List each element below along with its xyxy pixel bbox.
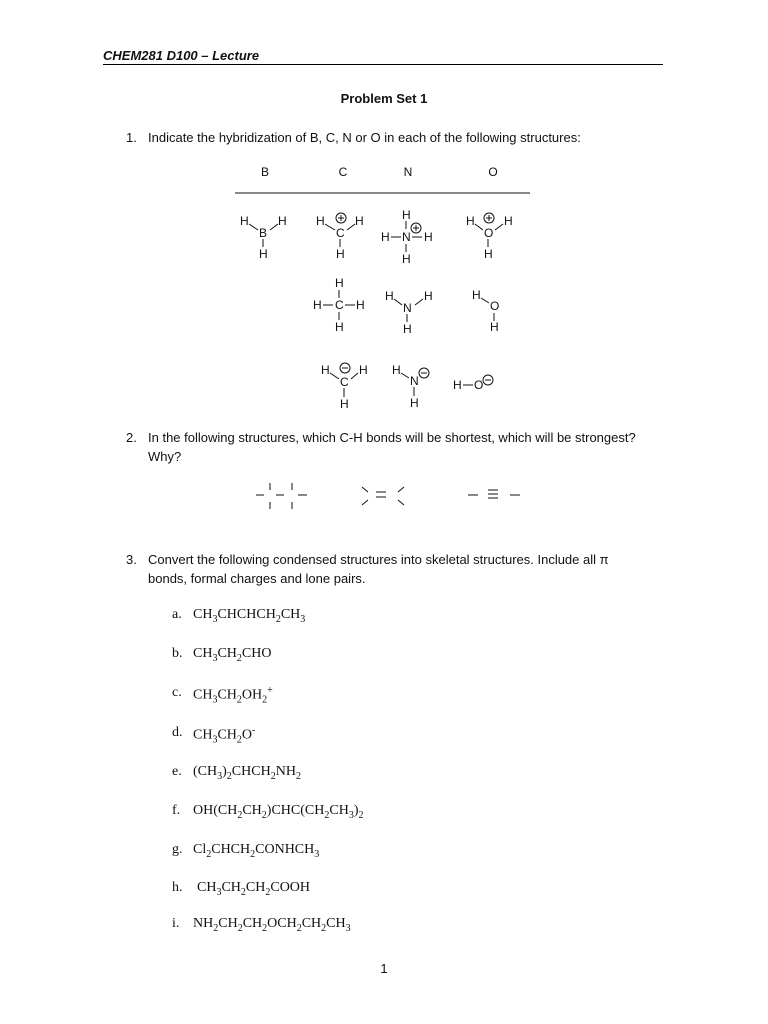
svg-text:H: H <box>340 397 349 411</box>
svg-text:H: H <box>335 320 344 334</box>
sub-question-letter: i. <box>172 916 180 931</box>
svg-text:H: H <box>356 298 365 312</box>
svg-text:H: H <box>359 363 368 377</box>
question-text: Indicate the hybridization of B, C, N or O in each of the following structures: <box>148 130 581 145</box>
structure-ch3-anion <box>321 363 368 411</box>
column-heading-o: O <box>488 165 498 179</box>
svg-text:H: H <box>402 208 411 222</box>
svg-text:H: H <box>472 288 481 302</box>
svg-text:N: N <box>403 301 412 315</box>
running-header: CHEM281 D100 – Lecture <box>103 48 663 65</box>
structure-ethane-skeletal <box>256 483 307 509</box>
svg-text:H: H <box>504 214 513 228</box>
structure-ch4 <box>313 276 365 334</box>
svg-text:B: B <box>259 226 268 240</box>
condensed-formula: $CH_3CH_2O^-$ <box>193 725 256 746</box>
column-heading-c: C <box>338 165 348 179</box>
sub-question-letter: h. <box>172 880 183 895</box>
question-number: 2. <box>126 430 137 445</box>
svg-text:H: H <box>321 363 330 377</box>
question-number: 1. <box>126 130 137 145</box>
structure-nh4-cation <box>381 208 433 266</box>
sub-question-letter: f. <box>172 803 181 818</box>
svg-text:H: H <box>410 396 419 410</box>
structure-nh2-anion <box>392 363 429 410</box>
svg-text:H: H <box>490 320 499 334</box>
svg-text:C: C <box>335 298 344 312</box>
svg-text:H: H <box>316 214 325 228</box>
condensed-formula: $CH_3CH_2CHO$ <box>193 646 272 664</box>
structure-nh3 <box>385 289 433 336</box>
svg-text:O: O <box>490 299 500 313</box>
svg-text:H: H <box>392 363 401 377</box>
structure-ethene-skeletal <box>362 487 404 505</box>
sub-question-letter: e. <box>172 764 182 779</box>
question-text: Convert the following condensed structures into skeletal structures. Include all π bonds, formal charges and lone pairs. <box>148 552 609 586</box>
page-title: Problem Set 1 <box>340 91 428 106</box>
svg-text:O: O <box>474 378 484 392</box>
svg-text:H: H <box>424 230 433 244</box>
svg-text:N: N <box>402 230 411 244</box>
sub-question-letter: b. <box>172 646 183 661</box>
condensed-formula: $CH_3CH_2CH_2COOH$ <box>197 880 311 898</box>
svg-text:H: H <box>403 322 412 336</box>
svg-text:C: C <box>336 226 345 240</box>
condensed-formula: $CH_3CHCHCH_2CH_3$ <box>193 607 306 625</box>
sub-question-letter: c. <box>172 685 182 700</box>
svg-text:H: H <box>385 289 394 303</box>
svg-text:H: H <box>240 214 249 228</box>
condensed-formula: $(CH_3)_2CHCH_2NH_2$ <box>193 764 301 782</box>
svg-text:H: H <box>402 252 411 266</box>
sub-question-letter: a. <box>172 607 182 622</box>
structure-ethyne-skeletal <box>468 490 520 498</box>
structure-hydroxide <box>453 375 493 392</box>
structure-h3o-cation <box>466 213 513 261</box>
condensed-formula: $CH_3CH_2OH_2^+$ <box>193 685 273 706</box>
svg-text:H: H <box>336 247 345 261</box>
sub-question-letter: d. <box>172 725 183 740</box>
svg-text:N: N <box>410 374 419 388</box>
condensed-formula: $Cl_2CHCH_2CONHCH_3$ <box>193 842 320 860</box>
structure-bh3 <box>240 214 287 261</box>
svg-text:H: H <box>424 289 433 303</box>
svg-text:H: H <box>453 378 462 392</box>
svg-text:H: H <box>355 214 364 228</box>
svg-text:H: H <box>484 247 493 261</box>
structure-ch3-cation <box>316 213 364 261</box>
condensed-formula: $NH_2CH_2CH_2OCH_2CH_2CH_3$ <box>193 916 351 934</box>
svg-text:H: H <box>278 214 287 228</box>
column-heading-n: N <box>403 165 413 179</box>
svg-text:C: C <box>340 375 349 389</box>
page-number: 1 <box>380 961 388 976</box>
svg-text:O: O <box>484 226 494 240</box>
svg-text:H: H <box>335 276 344 290</box>
question-text: In the following structures, which C-H bonds will be shortest, which will be strongest? Why? <box>148 430 636 464</box>
svg-text:H: H <box>259 247 268 261</box>
column-heading-b: B <box>260 165 270 179</box>
condensed-formula: $OH(CH_2CH_2)CHC(CH_2CH_3)_2$ <box>193 803 364 821</box>
question-number: 3. <box>126 552 137 567</box>
svg-text:H: H <box>381 230 390 244</box>
svg-text:H: H <box>313 298 322 312</box>
structure-h2o <box>472 288 499 334</box>
sub-question-letter: g. <box>172 842 183 857</box>
svg-text:H: H <box>466 214 475 228</box>
